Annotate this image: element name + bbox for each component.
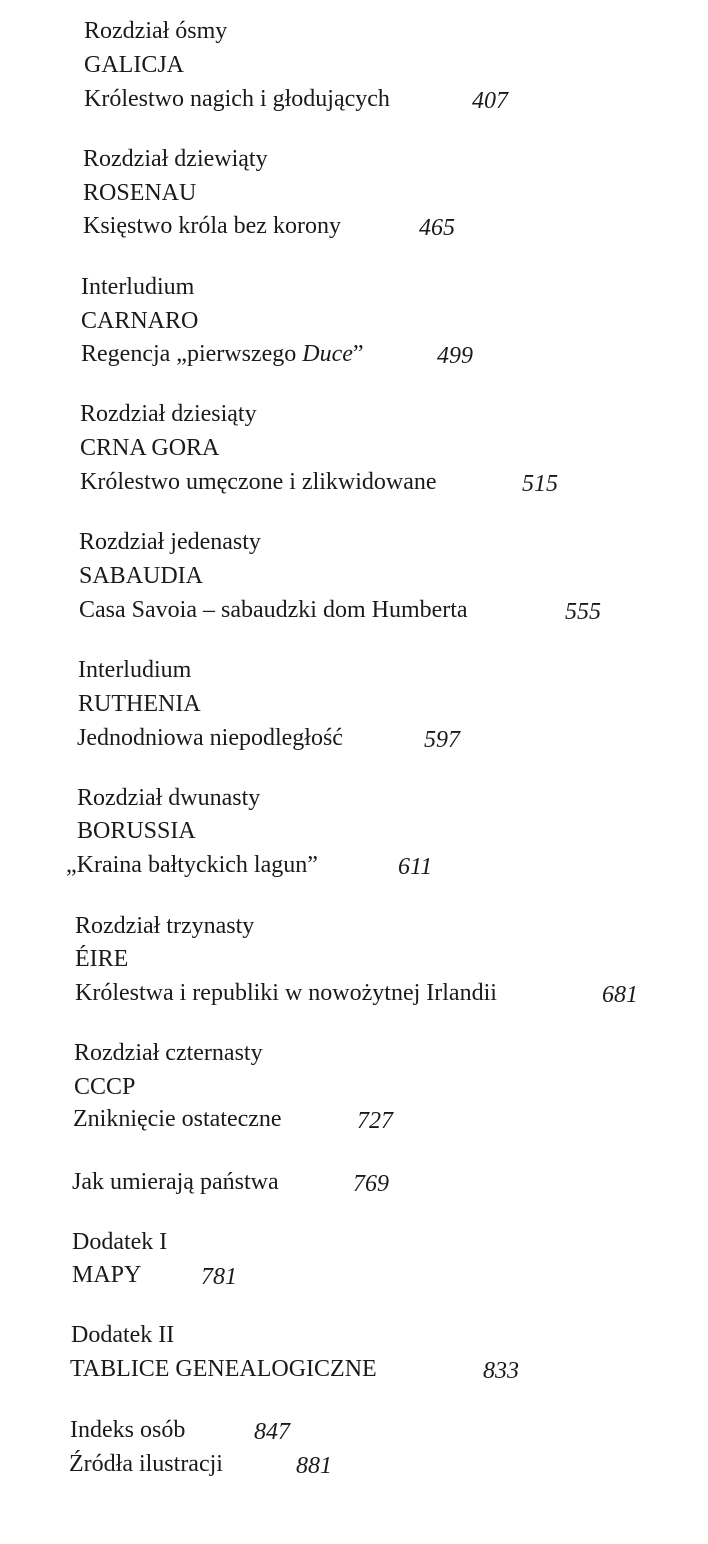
toc-page-number: 499 [437,343,473,369]
toc-subtitle: Zniknięcie ostateczne [73,1106,282,1132]
toc-title: MAPY [72,1262,142,1288]
toc-label: Rozdział dziesiąty [80,401,257,427]
toc-subtitle: Królestwa i republiki w nowożytnej Irlandii [75,980,497,1006]
toc-subtitle: Indeks osób [70,1417,186,1443]
toc-subtitle-closing-quote: ” [352,341,364,367]
toc-subtitle: Królestwo nagich i głodujących [84,86,390,112]
toc-page-number: 465 [419,215,455,241]
toc-label: Interludium [78,657,192,683]
toc-label: Rozdział trzynasty [75,913,255,939]
toc-title: BORUSSIA [77,818,196,844]
toc-subtitle: Księstwo króla bez korony [83,213,341,239]
toc-page-number: 847 [254,1419,290,1445]
toc-title: ROSENAU [83,180,197,206]
toc-subtitle: Jednodniowa niepodległość [77,725,343,751]
toc-subtitle: Casa Savoia – sabaudzki dom Humberta [79,597,468,623]
toc-page-number: 407 [472,88,508,114]
toc-page-number: 727 [357,1108,393,1134]
toc-subtitle-text: Regencja „pierwszego [81,341,303,367]
toc-page-number: 769 [353,1171,389,1197]
toc-title: GALICJA [84,52,184,78]
toc-title: SABAUDIA [79,563,204,589]
toc-page-number: 681 [602,982,638,1008]
toc-subtitle: Królestwo umęczone i zlikwidowane [80,469,437,495]
toc-title: CCCP [74,1074,136,1100]
toc-page-number: 515 [522,471,558,497]
toc-title: TABLICE GENEALOGICZNE [70,1356,377,1382]
toc-label: Dodatek II [71,1322,175,1348]
toc-page-number: 611 [398,854,433,880]
toc-label: Dodatek I [72,1229,168,1255]
toc-subtitle-emphasis: Duce [302,341,353,367]
toc-page-number: 833 [483,1358,519,1384]
toc-page-number: 881 [296,1453,332,1479]
toc-subtitle: Źródła ilustracji [69,1451,223,1477]
toc-label: Rozdział czternasty [74,1040,263,1066]
toc-subtitle: „Kraina bałtyckich lagun” [66,852,318,878]
toc-label: Interludium [81,274,195,300]
toc-title: CARNARO [81,308,199,334]
toc-title: ÉIRE [75,946,129,972]
toc-label: Rozdział dziewiąty [83,146,268,172]
toc-page-number: 597 [424,727,460,753]
toc-subtitle: Jak umierają państwa [72,1169,279,1195]
toc-label: Rozdział ósmy [84,18,228,44]
toc-label: Rozdział jedenasty [79,529,261,555]
toc-title: RUTHENIA [78,691,201,717]
toc-page-number: 781 [201,1264,237,1290]
toc-page-number: 555 [565,599,601,625]
toc-label: Rozdział dwunasty [77,785,261,811]
toc-title: CRNA GORA [80,435,220,461]
toc-subtitle [81,339,364,369]
